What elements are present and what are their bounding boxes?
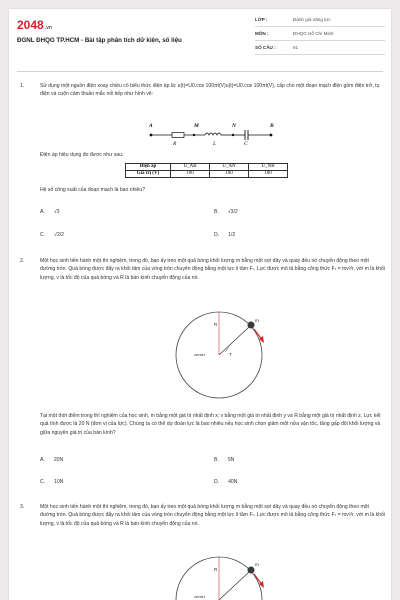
values-prompt: Điện áp hiệu dụng đo được như sau: <box>40 152 124 158</box>
question-text: Một học sinh tiến hành một thí nghiệm, trong đó, bạn ấy treo một quả bóng khối lượng m bằng một sợi dây và quay đều nó chuyển động theo một đường tròn. Quả bóng được đẩy ra khỏi tâm của vòng tròn chuyển động bằng một lực li tâm Fₜ. Lực được mô tả bằng công thức Fₜ = mv²/r, với m là khối lượng, v là tốc độ của quả bóng và R là bán kính chuyển động của nó. <box>40 258 386 281</box>
header-divider <box>17 71 383 72</box>
option-d[interactable]: D. 1/2 <box>214 232 236 238</box>
node-b-label: B <box>270 123 274 129</box>
capacitor-label: C <box>244 141 248 147</box>
center-label: center <box>194 352 206 357</box>
radius-label: R <box>214 322 218 327</box>
circular-motion-figure <box>169 552 279 600</box>
option-c[interactable]: C. √2/2 <box>40 232 64 238</box>
measurement-table <box>125 163 288 178</box>
table-cell: U_AN <box>210 164 249 171</box>
question-number: 3. <box>20 504 25 510</box>
table-cell: 100 <box>249 171 288 178</box>
meta-value: ĐHQG Hồ Chí Minh <box>293 31 334 36</box>
question-text: Sử dụng một nguồn điện xoay chiều có biểu thức điện áp là: u(t)=U0.cos 100πt(V)u(t)=U0.cos 100πt(V), cấp cho một đoạn mạch điện gồm điện trở, tụ điện và cuộn cảm thuần mắc nối tiếp như hình vẽ: <box>40 83 380 98</box>
node-n-label: N <box>232 123 236 129</box>
table-cell: Giá trị (V) <box>126 171 171 178</box>
question-prompt: Hệ số công suất của đoạn mạch là bao nhiêu? <box>40 187 146 193</box>
table-cell: Điện áp <box>126 164 171 171</box>
node-a-label: A <box>149 123 153 129</box>
question-number: 2. <box>20 258 25 264</box>
option-d[interactable]: D. 40N <box>214 479 238 485</box>
meta-subject <box>255 31 385 41</box>
table-row <box>126 171 288 178</box>
option-c[interactable]: C. 10N <box>40 479 64 485</box>
document-title: ĐGNL ĐHQG TP.HCM - Bài tập phân tích dữ kiện, số liệu <box>17 37 182 44</box>
meta-key: LỚP : <box>255 17 268 22</box>
meta-key: MÔN : <box>255 31 269 36</box>
table-cell: 100 <box>171 171 210 178</box>
table-cell: 100 <box>210 171 249 178</box>
node-m-label: M <box>194 123 199 129</box>
worksheet-page <box>9 9 391 600</box>
mass-label: m <box>255 562 259 567</box>
resistor-label: R <box>173 141 177 147</box>
question-number: 1. <box>20 83 25 89</box>
center-label: center <box>194 594 206 599</box>
option-b[interactable]: B. √3/2 <box>214 209 238 215</box>
meta-class <box>255 17 385 27</box>
tension-label: T <box>229 352 232 357</box>
mass-label: m <box>255 318 259 323</box>
table-cell: U_NB <box>249 164 288 171</box>
option-b[interactable]: B. 5N <box>214 457 235 463</box>
brand-logo[interactable]: 2048.vn <box>17 18 52 32</box>
circular-motion-figure <box>169 307 279 407</box>
question-text: Một học sinh tiến hành một thí nghiệm, trong đó, bạn ấy treo một quả bóng khối lượng m bằng một sợi dây và quay đều nó chuyển động theo một đường tròn. Quả bóng được đẩy ra khỏi tâm của vòng tròn chuyển động bằng một lực li tâm Fₜ. Lực được mô tả bằng công thức Fₜ = mv²/r, với m là khối lượng, v là tốc độ của quả bóng và R là bán kính chuyển động của nó. <box>40 504 386 527</box>
radius-label: R <box>214 567 218 572</box>
meta-key: SỐ CÂU : <box>255 45 276 50</box>
meta-count <box>255 45 385 55</box>
option-a[interactable]: A. √3 <box>40 209 60 215</box>
meta-value: Đánh giá năng lực <box>293 17 331 22</box>
inductor-label: L <box>213 141 217 147</box>
meta-value: 91 <box>293 45 299 50</box>
table-cell: U_AB <box>171 164 210 171</box>
table-header-row <box>126 164 288 171</box>
question-text: Tại một thời điểm trong thí nghiệm của học sinh, m bằng một giá trị nhất định x; v bằng một giá trị nhất định y và R bằng một giá trị nhất định z. Lực kết quả tính được là 20 N (đơn vị của lực). Chúng ta có thể dự đoán lực là bao nhiêu nếu học sinh chọn giảm một nửa vận tốc, tăng gấp đôi khối lượng và giữa nguyên giá trị của bán kính? <box>40 413 381 436</box>
option-a[interactable]: A. 20N <box>40 457 64 463</box>
